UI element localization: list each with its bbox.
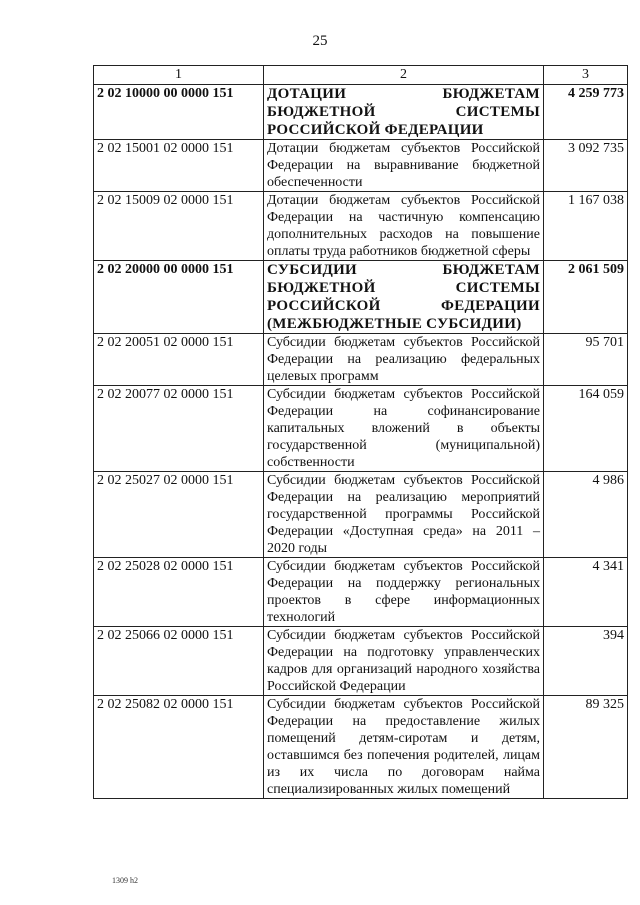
- budget-code: 2 02 15001 02 0000 151: [94, 140, 264, 192]
- budget-amount: 89 325: [544, 696, 628, 799]
- budget-item-name: Субсидии бюджетам субъектов Российской Федерации на поддержку региональных проектов в сфере информационных технологий: [264, 558, 544, 627]
- budget-code: 2 02 10000 00 0000 151: [94, 85, 264, 140]
- column-header-name: 2: [264, 66, 544, 85]
- table-row: [94, 192, 628, 261]
- budget-item-name: Субсидии бюджетам субъектов Российской Федерации на реализацию мероприятий государственной программы Российской Федерации «Доступная среда» на 2011 – 2020 годы: [264, 472, 544, 558]
- budget-amount: 3 092 735: [544, 140, 628, 192]
- budget-item-name: Субсидии бюджетам субъектов Российской Федерации на подготовку управленческих кадров для организаций народного хозяйства Российской Федерации: [264, 627, 544, 696]
- budget-amount: 394: [544, 627, 628, 696]
- budget-amount: 1 167 038: [544, 192, 628, 261]
- table-row: [94, 472, 628, 558]
- budget-amount: 4 986: [544, 472, 628, 558]
- budget-item-name: Дотации бюджетам субъектов Российской Федерации на выравнивание бюджетной обеспеченности: [264, 140, 544, 192]
- column-header-amount: 3: [544, 66, 628, 85]
- budget-amount: 4 259 773: [544, 85, 628, 140]
- budget-item-name: СУБСИДИИ БЮДЖЕТАМ БЮДЖЕТНОЙ СИСТЕМЫ РОССИЙСКОЙ ФЕДЕРАЦИИ (МЕЖБЮДЖЕТНЫЕ СУБСИДИИ): [264, 261, 544, 334]
- budget-code: 2 02 15009 02 0000 151: [94, 192, 264, 261]
- table-row: [94, 558, 628, 627]
- budget-item-name: Субсидии бюджетам субъектов Российской Федерации на предоставление жилых помещений детям-сиротам и детям, оставшимся без попечения родителей, лицам из их числа по договорам найма специализированных жилых помещений: [264, 696, 544, 799]
- table-row: [94, 261, 628, 334]
- budget-code: 2 02 20000 00 0000 151: [94, 261, 264, 334]
- column-header-code: 1: [94, 66, 264, 85]
- budget-code: 2 02 25028 02 0000 151: [94, 558, 264, 627]
- table-row: [94, 334, 628, 386]
- budget-code: 2 02 25027 02 0000 151: [94, 472, 264, 558]
- table-row: [94, 386, 628, 472]
- table-row: [94, 627, 628, 696]
- budget-code: 2 02 20051 02 0000 151: [94, 334, 264, 386]
- budget-item-name: Субсидии бюджетам субъектов Российской Федерации на софинансирование капитальных вложений в объекты государственной (муниципальной) собственности: [264, 386, 544, 472]
- table-body: [94, 85, 628, 799]
- page-number: 25: [312, 33, 328, 49]
- table-row: [94, 85, 628, 140]
- budget-amount: 95 701: [544, 334, 628, 386]
- document-footer-code: 1309 h2: [112, 876, 138, 885]
- table-header-row: [94, 66, 628, 85]
- budget-code: 2 02 25066 02 0000 151: [94, 627, 264, 696]
- table-row: [94, 140, 628, 192]
- budget-code: 2 02 25082 02 0000 151: [94, 696, 264, 799]
- budget-item-name: Дотации бюджетам субъектов Российской Федерации на частичную компенсацию дополнительных расходов на повышение оплаты труда работников бюджетной сферы: [264, 192, 544, 261]
- table-row: [94, 696, 628, 799]
- budget-table: [93, 65, 628, 799]
- budget-amount: 2 061 509: [544, 261, 628, 334]
- budget-item-name: ДОТАЦИИ БЮДЖЕТАМ БЮДЖЕТНОЙ СИСТЕМЫ РОССИЙСКОЙ ФЕДЕРАЦИИ: [264, 85, 544, 140]
- budget-amount: 164 059: [544, 386, 628, 472]
- budget-amount: 4 341: [544, 558, 628, 627]
- budget-code: 2 02 20077 02 0000 151: [94, 386, 264, 472]
- budget-item-name: Субсидии бюджетам субъектов Российской Федерации на реализацию федеральных целевых программ: [264, 334, 544, 386]
